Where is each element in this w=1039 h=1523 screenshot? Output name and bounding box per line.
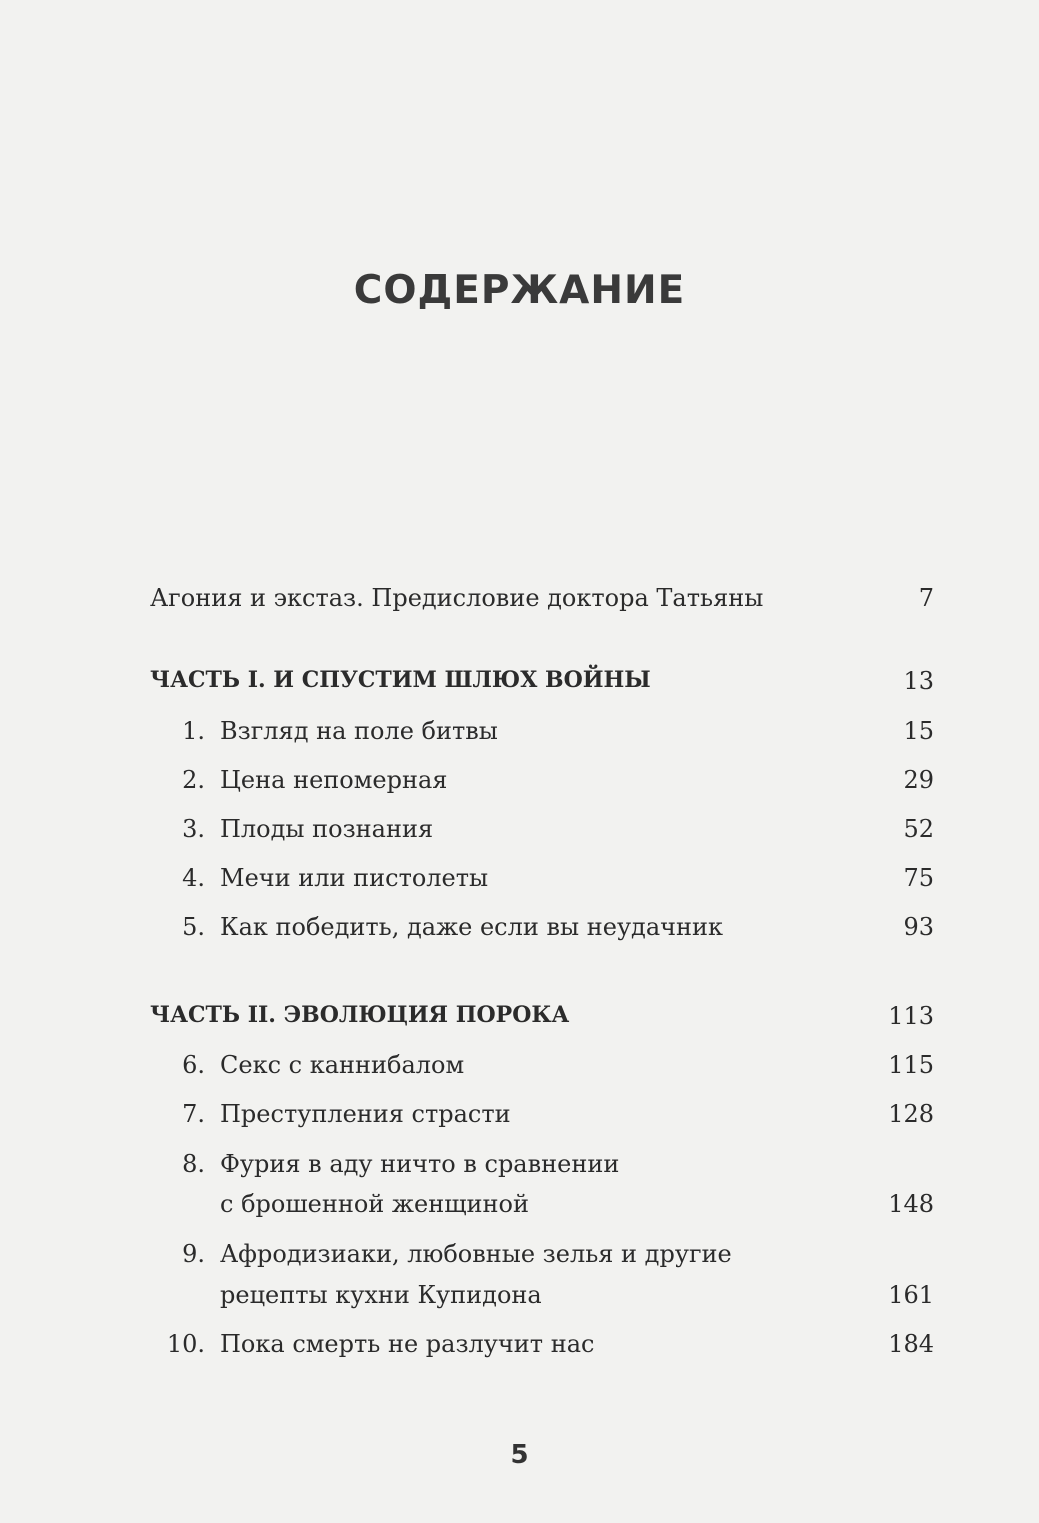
page-number: 5 <box>510 1440 529 1470</box>
chapter-page: 148 <box>888 1190 934 1218</box>
chapter-title: Взгляд на поле битвы <box>220 717 498 745</box>
chapter-title-line-1: Фурия в аду ничто в сравнении <box>220 1150 620 1178</box>
chapter-number: 2. <box>182 766 205 794</box>
toc-entry-label: Агония и экстаз. Предисловие доктора Татьяны <box>150 584 764 612</box>
page-title: СОДЕРЖАНИЕ <box>353 268 686 313</box>
chapter-page: 75 <box>903 864 934 892</box>
toc-part-title: ЧАСТЬ II. ЭВОЛЮЦИЯ ПОРОКА <box>150 1002 570 1028</box>
chapter-page: 52 <box>903 815 934 843</box>
chapter-number: 10. <box>166 1330 205 1358</box>
chapter-title: Как победить, даже если вы неудачник <box>220 913 724 941</box>
chapter-title: Мечи или пистолеты <box>220 864 489 892</box>
chapter-page: 93 <box>903 913 934 941</box>
chapter-title: Цена непомерная <box>220 766 448 794</box>
chapter-number: 7. <box>182 1100 205 1128</box>
toc-part-page: 13 <box>903 667 934 695</box>
chapter-title-line-2: с брошенной женщиной <box>220 1190 529 1218</box>
chapter-page: 15 <box>903 717 934 745</box>
chapter-number: 4. <box>182 864 205 892</box>
chapter-title: Секс с каннибалом <box>220 1051 465 1079</box>
chapter-title: Пока смерть не разлучит нас <box>220 1330 595 1358</box>
chapter-page: 29 <box>903 766 934 794</box>
chapter-page: 115 <box>888 1051 934 1079</box>
chapter-page: 184 <box>888 1330 934 1358</box>
chapter-title: Плоды познания <box>220 815 434 843</box>
chapter-title: Преступления страсти <box>220 1100 511 1128</box>
toc-part-title: ЧАСТЬ I. И СПУСТИМ ШЛЮХ ВОЙНЫ <box>150 667 651 693</box>
chapter-number: 9. <box>182 1240 205 1268</box>
toc-entry-page: 7 <box>918 584 934 612</box>
chapter-page: 161 <box>888 1281 934 1309</box>
chapter-number: 1. <box>182 717 205 745</box>
chapter-number: 6. <box>182 1051 205 1079</box>
chapter-page: 128 <box>888 1100 934 1128</box>
chapter-number: 5. <box>182 913 205 941</box>
chapter-number: 3. <box>182 815 205 843</box>
chapter-title-line-2: рецепты кухни Купидона <box>220 1281 542 1309</box>
chapter-number: 8. <box>182 1150 205 1178</box>
toc-part-page: 113 <box>888 1002 934 1030</box>
chapter-title-line-1: Афродизиаки, любовные зелья и другие <box>220 1240 732 1268</box>
